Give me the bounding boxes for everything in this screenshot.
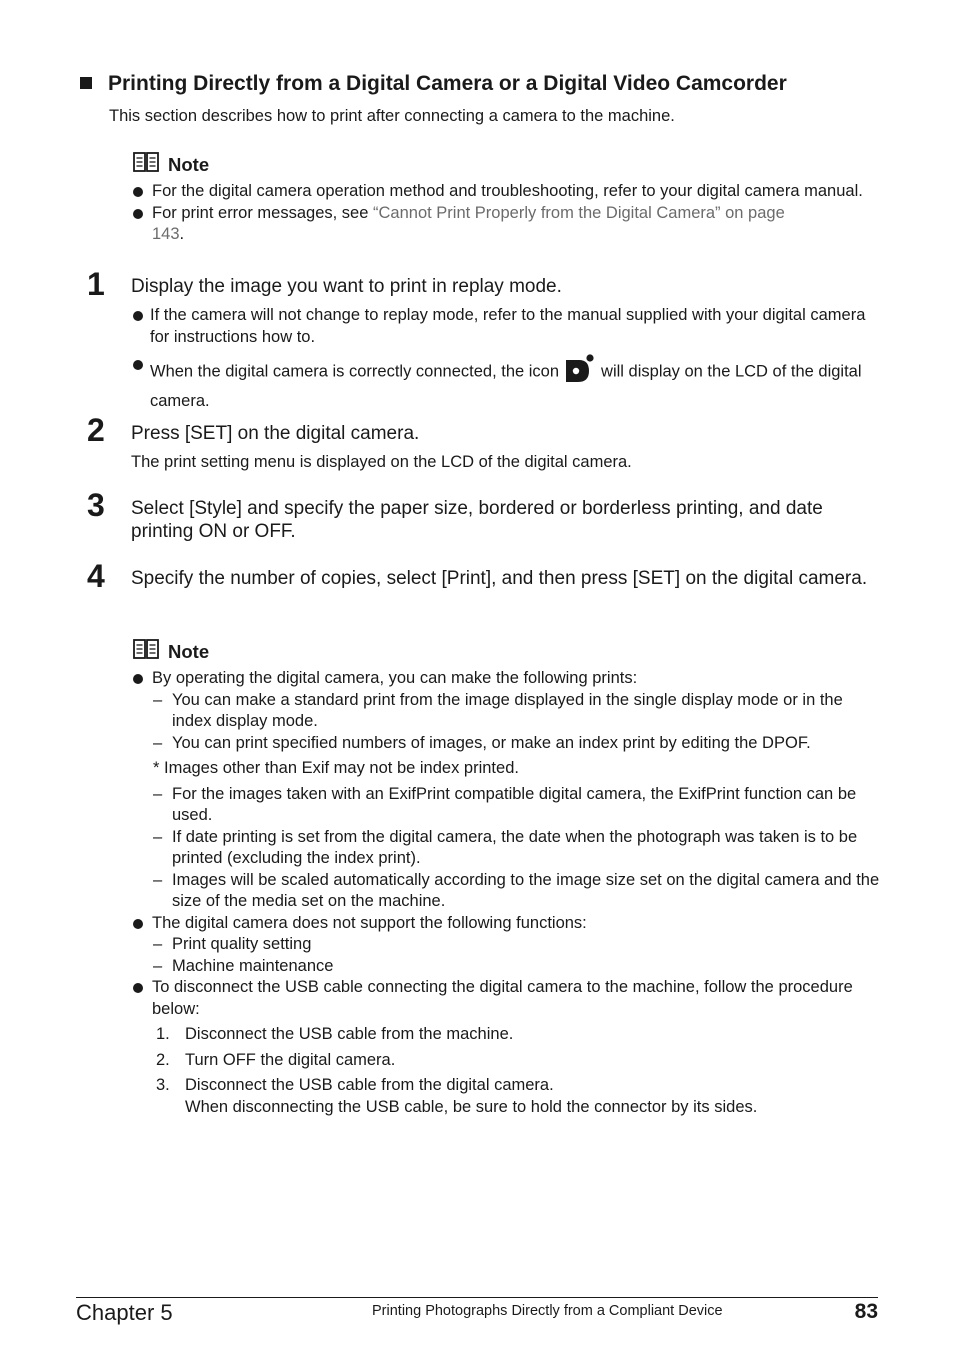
step-body: The print setting menu is displayed on the LCD of the digital camera. bbox=[131, 453, 632, 471]
asterisk-note: * Images other than Exif may not be index printed. bbox=[153, 759, 519, 777]
section-title bbox=[80, 72, 787, 96]
note1-item1: For the digital camera operation method and troubleshooting, refer to your digital camera manual. bbox=[152, 182, 863, 200]
disconnect-tip: When disconnecting the USB cable, be sure to hold the connector by its sides. bbox=[185, 1097, 758, 1116]
bullet-icon bbox=[133, 674, 143, 684]
bullet-icon bbox=[133, 209, 143, 219]
section-intro: This section describes how to print after connecting a camera to the machine. bbox=[109, 107, 675, 125]
list-item: The digital camera does not support the following functions: bbox=[133, 913, 881, 935]
footer-divider bbox=[76, 1297, 878, 1298]
book-icon bbox=[133, 152, 159, 177]
ordered-list bbox=[133, 1024, 881, 1118]
list-item: – If date printing is set from the digital camera, the date when the photograph was taken is to be printed (excluding the index print). bbox=[153, 827, 858, 867]
step-heading: Specify the number of copies, select [Print], and then press [SET] on the digital camera. bbox=[131, 568, 868, 589]
list-item bbox=[133, 203, 878, 246]
bullet-icon bbox=[133, 983, 143, 993]
note-label: Note bbox=[168, 153, 210, 175]
bullet-icon bbox=[133, 360, 143, 370]
note-label: Note bbox=[168, 640, 210, 662]
step-number: 3 bbox=[87, 487, 105, 523]
cross-reference-link[interactable]: “Cannot Print Properly from the Digital Camera” on page 143 bbox=[152, 203, 785, 243]
step-number: 4 bbox=[87, 558, 105, 594]
list-item bbox=[133, 354, 878, 412]
list-item: 1. Disconnect the USB cable from the machine. bbox=[156, 1025, 514, 1043]
sub-list bbox=[133, 690, 881, 913]
list-item: To disconnect the USB cable connecting the digital camera to the machine, follow the procedure below: bbox=[133, 977, 881, 1020]
step-heading: Press [SET] on the digital camera. bbox=[131, 423, 420, 444]
page-number: 83 bbox=[854, 1300, 878, 1323]
list-item: – For the images taken with an ExifPrint compatible digital camera, the ExifPrint function can be used. bbox=[153, 784, 857, 824]
book-icon bbox=[133, 639, 159, 664]
list-item: – You can print specified numbers of images, or make an index print by editing the DPOF. bbox=[153, 733, 811, 752]
list-item bbox=[133, 181, 878, 203]
bullet-icon bbox=[133, 919, 143, 929]
note-box-2 bbox=[133, 639, 881, 1118]
step1-bullet1: If the camera will not change to replay mode, refer to the manual supplied with your digital camera for instructions how to. bbox=[150, 306, 866, 346]
list-item: – You can make a standard print from the image displayed in the single display mode or in the index display mode. bbox=[153, 690, 843, 730]
footer-chapter: Chapter 5 bbox=[76, 1300, 173, 1325]
note-heading bbox=[133, 639, 881, 664]
step-number: 2 bbox=[87, 412, 105, 448]
note-heading bbox=[133, 152, 878, 177]
list-item: – Images will be scaled automatically according to the image size set on the digital camera and the size of the media set on the machine. bbox=[153, 870, 880, 910]
footer-title: Printing Photographs Directly from a Compliant Device bbox=[372, 1303, 723, 1319]
step-number: 1 bbox=[87, 266, 105, 302]
step1-bullet2: When the digital camera is correctly connected, the icon will display on the LCD of the digital camera. bbox=[150, 354, 878, 412]
note-box-1 bbox=[133, 152, 878, 246]
direct-print-icon bbox=[563, 354, 595, 391]
list-item: – Machine maintenance bbox=[153, 956, 334, 975]
section-title-text: Printing Directly from a Digital Camera or a Digital Video Camcorder bbox=[108, 72, 787, 95]
step1-bullets bbox=[133, 305, 878, 412]
square-bullet-icon bbox=[80, 77, 92, 89]
step-heading: Display the image you want to print in replay mode. bbox=[131, 276, 562, 297]
list-item: 3. Disconnect the USB cable from the digital camera. bbox=[156, 1076, 554, 1094]
list-item: 2. Turn OFF the digital camera. bbox=[156, 1050, 396, 1069]
bullet-icon bbox=[133, 187, 143, 197]
list-item: By operating the digital camera, you can make the following prints: bbox=[133, 668, 881, 690]
bullet-icon bbox=[133, 311, 143, 321]
step-heading: Select [Style] and specify the paper size, bordered or borderless printing, and date printing ON or OFF. bbox=[131, 498, 823, 542]
list-item: – Print quality setting bbox=[153, 935, 312, 953]
list-item bbox=[133, 305, 878, 348]
note1-item2: For print error messages, see “Cannot Print Properly from the Digital Camera” on page 143. bbox=[152, 203, 785, 243]
sub-list bbox=[133, 934, 881, 977]
